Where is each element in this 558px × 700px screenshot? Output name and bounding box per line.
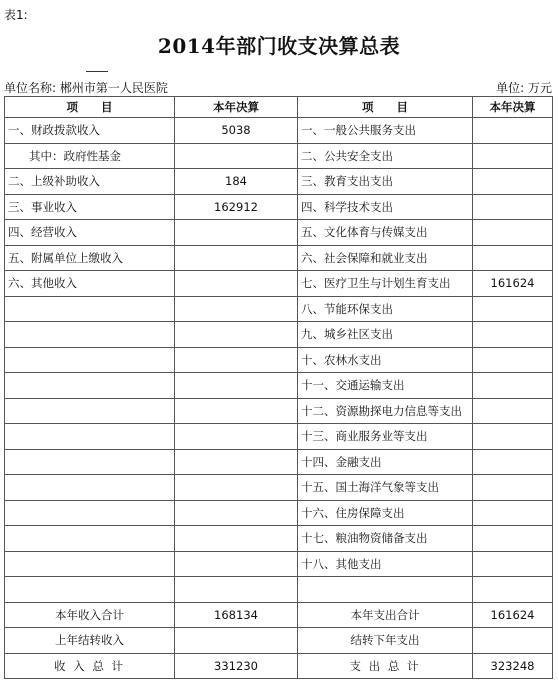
expense-amount-cell xyxy=(473,347,553,373)
expense-item-cell xyxy=(298,577,473,603)
expense-item-cell: 十二、资源勘探电力信息等支出 xyxy=(298,398,473,424)
table-row xyxy=(5,245,553,271)
income-item-cell xyxy=(5,551,175,577)
expense-item-cell: 十六、住房保障支出 xyxy=(298,500,473,526)
expense-item-cell: 八、节能环保支出 xyxy=(298,296,473,322)
total-row xyxy=(5,653,553,679)
income-item-cell: 五、附属单位上缴收入 xyxy=(5,245,175,271)
income-amount-cell xyxy=(175,500,298,526)
total-row xyxy=(5,628,553,654)
income-item-cell: 四、经营收入 xyxy=(5,220,175,246)
table-row xyxy=(5,118,553,144)
table-number-label: 表1: xyxy=(4,8,28,22)
income-item-cell xyxy=(5,500,175,526)
income-amount-cell xyxy=(175,271,298,297)
income-amount-cell xyxy=(175,526,298,552)
header-expense-item: 项 目 xyxy=(298,97,473,118)
expense-amount-cell xyxy=(473,169,553,195)
table-row xyxy=(5,500,553,526)
table-row xyxy=(5,398,553,424)
expense-total-amount: 161624 xyxy=(473,602,553,628)
income-amount-cell xyxy=(175,373,298,399)
expense-amount-cell xyxy=(473,500,553,526)
table-row xyxy=(5,449,553,475)
income-amount-cell xyxy=(175,296,298,322)
income-total-label: 收 入 总 计 xyxy=(5,653,175,679)
unit-measure: 单位: 万元 xyxy=(496,81,552,95)
expense-amount-cell xyxy=(473,143,553,169)
expense-item-cell: 十五、国土海洋气象等支出 xyxy=(298,475,473,501)
page-title: 2014年部门收支决算总表 xyxy=(157,34,401,58)
income-item-cell xyxy=(5,322,175,348)
expense-amount-cell xyxy=(473,220,553,246)
income-total-amount: 331230 xyxy=(175,653,298,679)
income-item-cell: 六、其他收入 xyxy=(5,271,175,297)
expense-amount-cell xyxy=(473,373,553,399)
income-total-label: 上年结转收入 xyxy=(5,628,175,654)
table-row xyxy=(5,194,553,220)
income-total-amount: 168134 xyxy=(175,602,298,628)
income-amount-cell: 162912 xyxy=(175,194,298,220)
income-item-cell: 其中：政府性基金 xyxy=(5,143,175,169)
table-row xyxy=(5,271,553,297)
income-total-amount xyxy=(175,628,298,654)
decorative-underline xyxy=(86,71,108,72)
income-amount-cell xyxy=(175,449,298,475)
table-row xyxy=(5,169,553,195)
unit-info-bar xyxy=(4,79,552,97)
income-amount-cell: 5038 xyxy=(175,118,298,144)
expense-total-amount xyxy=(473,628,553,654)
income-item-cell xyxy=(5,577,175,603)
income-item-cell xyxy=(5,424,175,450)
income-amount-cell xyxy=(175,424,298,450)
income-item-cell xyxy=(5,347,175,373)
table-row xyxy=(5,220,553,246)
expense-amount-cell xyxy=(473,322,553,348)
expense-item-cell: 一、一般公共服务支出 xyxy=(298,118,473,144)
header-income-item: 项 目 xyxy=(5,97,175,118)
table-row xyxy=(5,347,553,373)
income-item-cell: 三、事业收入 xyxy=(5,194,175,220)
expense-amount-cell xyxy=(473,475,553,501)
income-amount-cell xyxy=(175,551,298,577)
income-amount-cell xyxy=(175,322,298,348)
income-item-cell xyxy=(5,526,175,552)
expense-item-cell: 九、城乡社区支出 xyxy=(298,322,473,348)
income-amount-cell: 184 xyxy=(175,169,298,195)
income-amount-cell xyxy=(175,143,298,169)
income-total-label: 本年收入合计 xyxy=(5,602,175,628)
income-item-cell xyxy=(5,373,175,399)
expense-item-cell: 五、文化体育与传媒支出 xyxy=(298,220,473,246)
expense-item-cell: 十四、金融支出 xyxy=(298,449,473,475)
total-row xyxy=(5,602,553,628)
income-amount-cell xyxy=(175,245,298,271)
table-row xyxy=(5,296,553,322)
income-amount-cell xyxy=(175,220,298,246)
expense-item-cell: 七、医疗卫生与计划生育支出 xyxy=(298,271,473,297)
expense-amount-cell xyxy=(473,551,553,577)
income-item-cell xyxy=(5,475,175,501)
income-item-cell: 一、财政拨款收入 xyxy=(5,118,175,144)
expense-amount-cell xyxy=(473,577,553,603)
income-item-cell xyxy=(5,398,175,424)
expense-total-label: 结转下年支出 xyxy=(298,628,473,654)
expense-item-cell: 六、社会保障和就业支出 xyxy=(298,245,473,271)
expense-item-cell: 十三、商业服务业等支出 xyxy=(298,424,473,450)
expense-item-cell: 十、农林水支出 xyxy=(298,347,473,373)
table-row xyxy=(5,526,553,552)
expense-amount-cell xyxy=(473,194,553,220)
table-header-row xyxy=(5,97,553,118)
expense-amount-cell xyxy=(473,118,553,144)
table-row xyxy=(5,322,553,348)
income-amount-cell xyxy=(175,577,298,603)
income-amount-cell xyxy=(175,475,298,501)
expense-total-label: 支 出 总 计 xyxy=(298,653,473,679)
unit-name: 单位名称: 郴州市第一人民医院 xyxy=(4,81,168,95)
expense-item-cell: 十一、交通运输支出 xyxy=(298,373,473,399)
expense-amount-cell xyxy=(473,245,553,271)
income-item-cell xyxy=(5,296,175,322)
expense-amount-cell xyxy=(473,424,553,450)
budget-summary-table xyxy=(4,96,553,679)
table-row xyxy=(5,551,553,577)
table-row xyxy=(5,143,553,169)
income-amount-cell xyxy=(175,347,298,373)
table-row xyxy=(5,577,553,603)
expense-item-cell: 三、教育支出支出 xyxy=(298,169,473,195)
income-item-cell: 二、上级补助收入 xyxy=(5,169,175,195)
expense-amount-cell xyxy=(473,449,553,475)
expense-amount-cell xyxy=(473,526,553,552)
table-row xyxy=(5,424,553,450)
expense-item-cell: 二、公共安全支出 xyxy=(298,143,473,169)
header-income-amount: 本年决算 xyxy=(175,97,298,118)
income-amount-cell xyxy=(175,398,298,424)
expense-amount-cell xyxy=(473,296,553,322)
expense-amount-cell xyxy=(473,398,553,424)
table-row xyxy=(5,475,553,501)
expense-item-cell: 四、科学技术支出 xyxy=(298,194,473,220)
table-row xyxy=(5,373,553,399)
income-item-cell xyxy=(5,449,175,475)
expense-item-cell: 十七、粮油物资储备支出 xyxy=(298,526,473,552)
expense-total-amount: 323248 xyxy=(473,653,553,679)
expense-total-label: 本年支出合计 xyxy=(298,602,473,628)
header-expense-amount: 本年决算 xyxy=(473,97,553,118)
expense-item-cell: 十八、其他支出 xyxy=(298,551,473,577)
expense-amount-cell: 161624 xyxy=(473,271,553,297)
